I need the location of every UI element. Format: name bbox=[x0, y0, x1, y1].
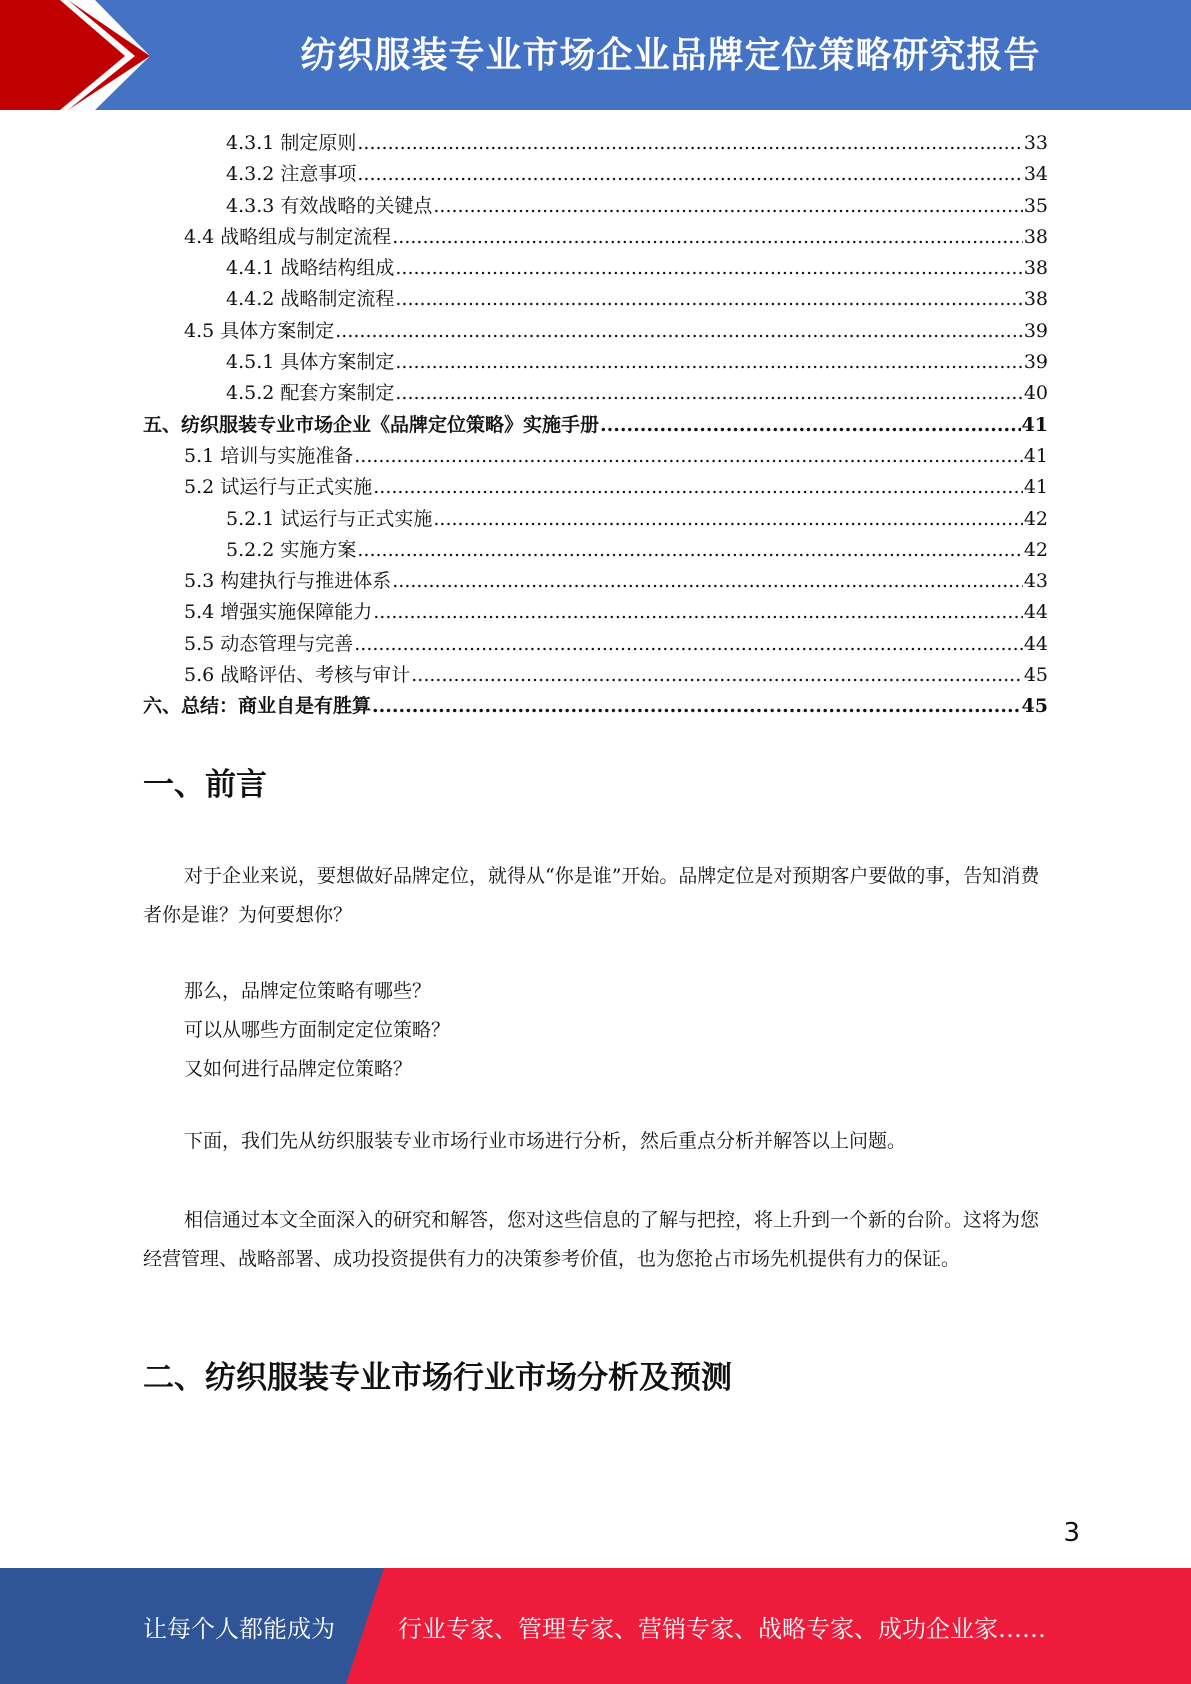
toc-entry-page: 44 bbox=[1023, 632, 1048, 655]
table-of-contents bbox=[143, 128, 1048, 723]
toc-entry[interactable] bbox=[143, 660, 1048, 691]
toc-entry-label: 5.2.1 试运行与正式实施 bbox=[226, 507, 433, 530]
toc-entry-page: 35 bbox=[1023, 194, 1048, 217]
toc-entry-label: 5.4 增强实施保障能力 bbox=[184, 601, 373, 624]
toc-entry[interactable] bbox=[143, 535, 1048, 566]
toc-entry-label: 4.3.1 制定原则 bbox=[226, 132, 357, 154]
toc-entry-label: 5.3 构建执行与推进体系 bbox=[184, 570, 392, 593]
toc-leader-dots bbox=[433, 504, 1022, 535]
toc-entry-label: 六、总结：商业自是有胜算 bbox=[143, 695, 372, 718]
toc-entry-page: 42 bbox=[1023, 507, 1048, 530]
toc-entry-label: 4.3.2 注意事项 bbox=[226, 163, 357, 186]
toc-entry-label: 5.6 战略评估、考核与审计 bbox=[184, 664, 411, 687]
page-number: 3 bbox=[1063, 1518, 1080, 1548]
toc-entry[interactable] bbox=[143, 410, 1048, 441]
question-item: 又如何进行品牌定位策略？ bbox=[184, 1058, 413, 1080]
toc-entry-label: 4.4 战略组成与制定流程 bbox=[184, 225, 392, 248]
toc-entry-page: 44 bbox=[1023, 601, 1048, 624]
toc-entry-label: 4.3.3 有效战略的关键点 bbox=[226, 194, 433, 217]
toc-leader-dots bbox=[357, 159, 1022, 190]
toc-entry-page: 40 bbox=[1023, 382, 1048, 405]
toc-entry-page: 39 bbox=[1023, 319, 1048, 342]
toc-entry-page: 41 bbox=[1023, 476, 1048, 499]
toc-leader-dots bbox=[392, 566, 1023, 597]
toc-entry-label: 4.5.2 配套方案制定 bbox=[226, 382, 395, 405]
toc-leader-dots bbox=[395, 253, 1022, 284]
toc-leader-dots bbox=[395, 347, 1022, 378]
toc-leader-dots bbox=[354, 441, 1023, 472]
toc-entry[interactable] bbox=[143, 691, 1048, 722]
toc-entry-page: 39 bbox=[1023, 351, 1048, 374]
toc-entry[interactable] bbox=[143, 597, 1048, 628]
toc-entry-page: 41 bbox=[1021, 413, 1048, 436]
toc-entry-label: 5.2 试运行与正式实施 bbox=[184, 476, 373, 499]
toc-entry[interactable] bbox=[143, 128, 1048, 159]
toc-entry[interactable] bbox=[143, 253, 1048, 284]
toc-entry-label: 4.5.1 具体方案制定 bbox=[226, 351, 395, 374]
toc-leader-dots bbox=[372, 691, 1021, 722]
toc-entry-label: 5.5 动态管理与完善 bbox=[184, 632, 354, 655]
toc-leader-dots bbox=[373, 472, 1023, 503]
toc-entry[interactable] bbox=[143, 472, 1048, 503]
preface-paragraph-1: 对于企业来说，要想做好品牌定位，就得从“你是谁”开始。品牌定位是对预期客户要做的事，告知消费者你是谁？为何要想你？ bbox=[143, 865, 1040, 926]
toc-leader-dots bbox=[373, 597, 1023, 628]
toc-leader-dots bbox=[395, 284, 1022, 315]
section2-heading: 二、纺织服装专业市场行业市场分析及预测 bbox=[143, 1360, 732, 1396]
toc-entry-label: 5.2.2 实施方案 bbox=[226, 538, 357, 561]
toc-entry-label: 4.4.1 战略结构组成 bbox=[226, 257, 395, 280]
toc-leader-dots bbox=[335, 316, 1023, 347]
toc-entry-page: 33 bbox=[1023, 132, 1048, 154]
toc-leader-dots bbox=[354, 629, 1023, 660]
toc-entry-page: 45 bbox=[1021, 695, 1048, 718]
toc-entry-page: 41 bbox=[1023, 444, 1048, 467]
preface-paragraph-3: 相信通过本文全面深入的研究和解答，您对这些信息的了解与把控，将上升到一个新的台阶。这将为您经营管理、战略部署、成功投资提供有力的决策参考价值，也为您抢占市场先机提供有力的保证。 bbox=[143, 1209, 1040, 1270]
toc-entry-page: 34 bbox=[1023, 163, 1048, 186]
toc-entry[interactable] bbox=[143, 378, 1048, 409]
toc-entry[interactable] bbox=[143, 347, 1048, 378]
page-header bbox=[0, 0, 1191, 110]
preface-heading: 一、前言 bbox=[143, 767, 267, 803]
footer-slogan-left: 让每个人都能成为 bbox=[143, 1614, 335, 1643]
toc-entry-label: 4.5 具体方案制定 bbox=[184, 319, 335, 342]
preface-paragraph-2: 下面，我们先从纺织服装专业市场行业市场进行分析，然后重点分析并解答以上问题。 bbox=[184, 1130, 907, 1152]
toc-leader-dots bbox=[411, 660, 1023, 691]
toc-leader-dots bbox=[395, 378, 1022, 409]
header-title: 纺织服装专业市场企业品牌定位策略研究报告 bbox=[300, 34, 1041, 76]
toc-entry[interactable] bbox=[143, 191, 1048, 222]
toc-leader-dots bbox=[433, 191, 1022, 222]
toc-entry-page: 38 bbox=[1023, 288, 1048, 311]
toc-entry-page: 42 bbox=[1023, 538, 1048, 561]
toc-entry[interactable] bbox=[143, 629, 1048, 660]
toc-entry-label: 五、纺织服装专业市场企业《品牌定位策略》实施手册 bbox=[143, 413, 600, 436]
toc-entry-label: 5.1 培训与实施准备 bbox=[184, 444, 354, 467]
toc-entry-page: 45 bbox=[1023, 664, 1048, 687]
toc-entry[interactable] bbox=[143, 316, 1048, 347]
toc-entry-page: 38 bbox=[1023, 257, 1048, 280]
toc-entry-label: 4.4.2 战略制定流程 bbox=[226, 288, 395, 311]
footer-slogan-right: 行业专家、管理专家、营销专家、战略专家、成功企业家…… bbox=[398, 1614, 1046, 1643]
toc-entry[interactable] bbox=[143, 159, 1048, 190]
toc-leader-dots bbox=[600, 410, 1021, 441]
question-item: 那么，品牌定位策略有哪些？ bbox=[184, 980, 432, 1002]
toc-leader-dots bbox=[357, 128, 1022, 159]
toc-entry[interactable] bbox=[143, 504, 1048, 535]
page-footer bbox=[0, 1568, 1191, 1684]
toc-entry[interactable] bbox=[143, 284, 1048, 315]
toc-entry-page: 43 bbox=[1023, 570, 1048, 593]
toc-entry[interactable] bbox=[143, 566, 1048, 597]
toc-leader-dots bbox=[392, 222, 1023, 253]
toc-leader-dots bbox=[357, 535, 1022, 566]
question-list bbox=[184, 972, 450, 1089]
toc-entry[interactable] bbox=[143, 441, 1048, 472]
toc-entry-page: 38 bbox=[1023, 225, 1048, 248]
question-item: 可以从哪些方面制定定位策略？ bbox=[184, 1019, 451, 1041]
toc-entry[interactable] bbox=[143, 222, 1048, 253]
